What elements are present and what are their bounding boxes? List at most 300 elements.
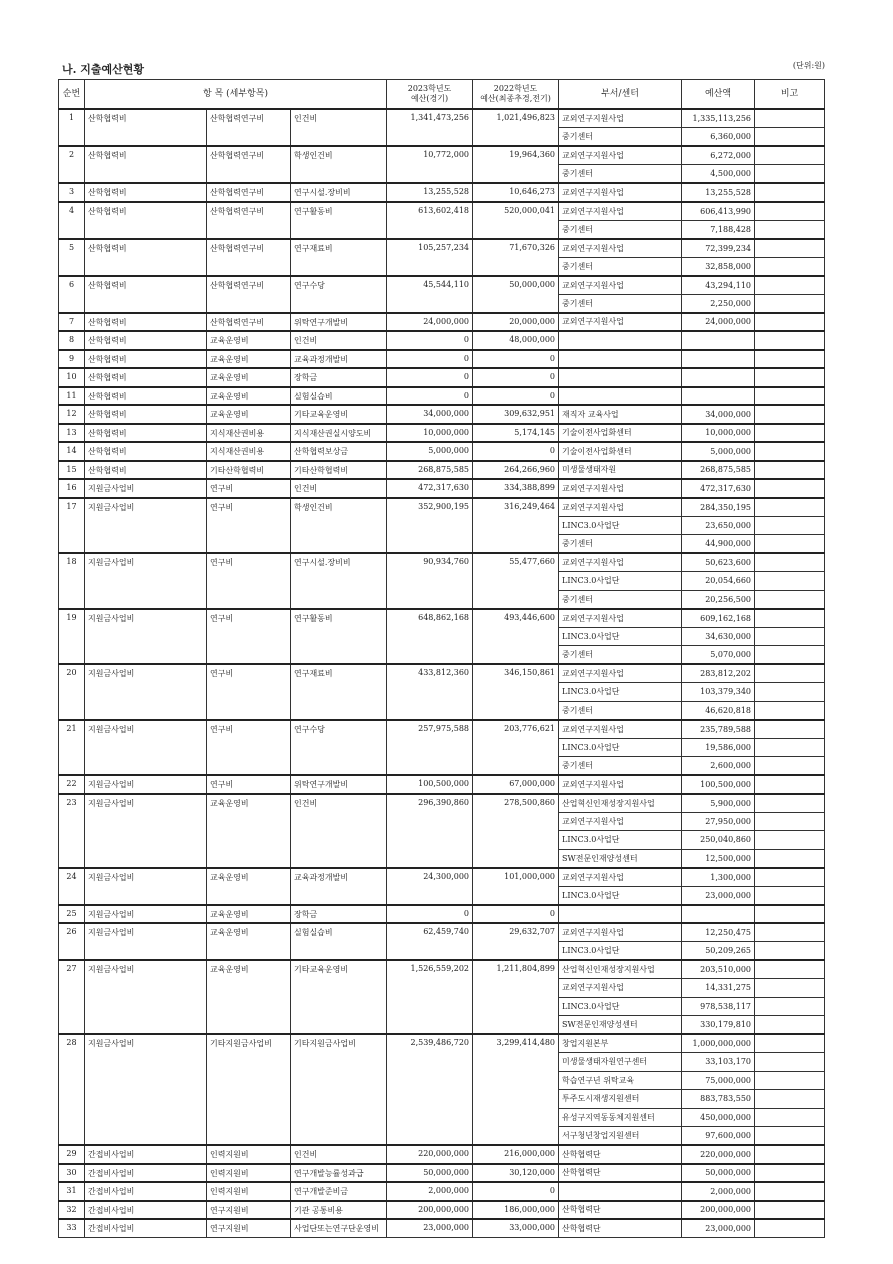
item-subcategory: 산학협력연구비: [207, 109, 291, 146]
item-detail: 교육과정개발비: [291, 868, 387, 905]
budget-2022: 1,211,804,899: [473, 960, 559, 1034]
budget-2022: 520,000,041: [473, 202, 559, 239]
item-detail: 인건비: [291, 109, 387, 146]
table-row: [59, 905, 825, 924]
budget-2022: 493,446,600: [473, 609, 559, 665]
note-cell: [755, 553, 825, 572]
row-number: 1: [59, 109, 85, 146]
table-row: [59, 405, 825, 424]
item-subcategory: 인력지원비: [207, 1164, 291, 1183]
row-number: 25: [59, 905, 85, 924]
dept-amount: 4,500,000: [682, 165, 755, 184]
note-cell: [755, 1108, 825, 1127]
item-subcategory: 교육운영비: [207, 331, 291, 350]
item-detail: 연구시설.장비비: [291, 553, 387, 609]
dept-amount: 235,789,588: [682, 720, 755, 739]
row-number: 26: [59, 923, 85, 960]
row-number: 33: [59, 1219, 85, 1238]
budget-2022: 33,000,000: [473, 1219, 559, 1238]
table-row: [59, 239, 825, 258]
dept-amount: 1,335,113,256: [682, 109, 755, 128]
budget-2022: 334,388,899: [473, 479, 559, 498]
table-row: [59, 960, 825, 979]
item-category: 산학협력비: [85, 442, 207, 461]
header-budget-2022-line2: 예산(최종추경,전기): [480, 94, 551, 103]
dept-name: LINC3.0사업단: [559, 997, 682, 1016]
budget-2022: 3,299,414,480: [473, 1034, 559, 1145]
row-number: 29: [59, 1145, 85, 1164]
row-number: 13: [59, 424, 85, 443]
dept-name: [559, 905, 682, 924]
item-category: 산학협력비: [85, 387, 207, 406]
item-detail: 위탁연구개발비: [291, 313, 387, 332]
row-number: 2: [59, 146, 85, 183]
item-subcategory: 지식재산권비용: [207, 424, 291, 443]
budget-2023: 5,000,000: [387, 442, 473, 461]
note-cell: [755, 202, 825, 221]
note-cell: [755, 831, 825, 850]
dept-name: LINC3.0사업단: [559, 516, 682, 535]
note-cell: [755, 812, 825, 831]
dept-amount: 23,650,000: [682, 516, 755, 535]
table-row: [59, 146, 825, 165]
note-cell: [755, 1145, 825, 1164]
budget-2022: 0: [473, 1182, 559, 1201]
note-cell: [755, 720, 825, 739]
item-category: 간접비사업비: [85, 1145, 207, 1164]
dept-amount: 72,399,234: [682, 239, 755, 258]
budget-2022: 309,632,951: [473, 405, 559, 424]
dept-amount: 6,272,000: [682, 146, 755, 165]
note-cell: [755, 701, 825, 720]
item-detail: 기타지원금사업비: [291, 1034, 387, 1145]
dept-amount: 103,379,340: [682, 683, 755, 702]
table-row: [59, 775, 825, 794]
dept-name: 교외연구지원사업: [559, 276, 682, 295]
item-category: 지원금사업비: [85, 905, 207, 924]
row-number: 31: [59, 1182, 85, 1201]
dept-amount: 200,000,000: [682, 1201, 755, 1220]
dept-name: 중기센터: [559, 165, 682, 184]
dept-name: 창업지원본부: [559, 1034, 682, 1053]
row-number: 30: [59, 1164, 85, 1183]
dept-name: 학습연구년 위탁교육: [559, 1071, 682, 1090]
budget-2022: 278,500,860: [473, 794, 559, 868]
item-detail: 기타교육운영비: [291, 960, 387, 1034]
dept-amount: 10,000,000: [682, 424, 755, 443]
section-title: 나. 지출예산현황: [62, 63, 145, 76]
item-subcategory: 교육운영비: [207, 868, 291, 905]
note-cell: [755, 257, 825, 276]
dept-amount: 13,255,528: [682, 183, 755, 202]
table-row: [59, 368, 825, 387]
note-cell: [755, 1034, 825, 1053]
dept-amount: 23,000,000: [682, 1219, 755, 1238]
item-category: 산학협력비: [85, 405, 207, 424]
table-row: [59, 720, 825, 739]
dept-name: 교외연구지원사업: [559, 553, 682, 572]
budget-2023: 296,390,860: [387, 794, 473, 868]
dept-amount: 5,900,000: [682, 794, 755, 813]
row-number: 10: [59, 368, 85, 387]
dept-name: 교외연구지원사업: [559, 720, 682, 739]
budget-2023: 648,862,168: [387, 609, 473, 665]
dept-amount: 883,783,550: [682, 1090, 755, 1109]
dept-name: 교외연구지원사업: [559, 313, 682, 332]
budget-2022: 216,000,000: [473, 1145, 559, 1164]
budget-2023: 0: [387, 350, 473, 369]
dept-amount: 250,040,860: [682, 831, 755, 850]
budget-2023: 90,934,760: [387, 553, 473, 609]
row-number: 11: [59, 387, 85, 406]
note-cell: [755, 498, 825, 517]
table-row: [59, 479, 825, 498]
dept-amount: 24,000,000: [682, 313, 755, 332]
table-row: [59, 424, 825, 443]
item-category: 지원금사업비: [85, 609, 207, 665]
table-row: [59, 1182, 825, 1201]
dept-name: 산업혁신인재성장지원사업: [559, 794, 682, 813]
item-detail: 사업단또는연구단운영비: [291, 1219, 387, 1238]
table-row: [59, 461, 825, 480]
dept-amount: 472,317,630: [682, 479, 755, 498]
item-category: 지원금사업비: [85, 479, 207, 498]
budget-2022: 19,964,360: [473, 146, 559, 183]
item-subcategory: 산학협력연구비: [207, 276, 291, 313]
budget-2022: 48,000,000: [473, 331, 559, 350]
item-detail: 실험실습비: [291, 387, 387, 406]
item-subcategory: 교육운영비: [207, 794, 291, 868]
dept-amount: 978,538,117: [682, 997, 755, 1016]
dept-name: 중기센터: [559, 646, 682, 665]
item-category: 지원금사업비: [85, 923, 207, 960]
dept-name: 교외연구지원사업: [559, 868, 682, 887]
item-subcategory: 교육운영비: [207, 960, 291, 1034]
note-cell: [755, 276, 825, 295]
note-cell: [755, 461, 825, 480]
dept-name: [559, 387, 682, 406]
dept-amount: 7,188,428: [682, 220, 755, 239]
budget-2023: 1,341,473,256: [387, 109, 473, 146]
budget-2023: 23,000,000: [387, 1219, 473, 1238]
table-row: [59, 183, 825, 202]
unit-label: (단위:원): [792, 61, 825, 70]
item-category: 간접비사업비: [85, 1182, 207, 1201]
note-cell: [755, 442, 825, 461]
budget-2023: 257,975,588: [387, 720, 473, 776]
item-category: 산학협력비: [85, 368, 207, 387]
budget-2023: 2,000,000: [387, 1182, 473, 1201]
item-detail: 학생인건비: [291, 498, 387, 554]
item-subcategory: 교육운영비: [207, 387, 291, 406]
item-detail: 인건비: [291, 794, 387, 868]
item-subcategory: 연구지원비: [207, 1219, 291, 1238]
item-detail: 실험실습비: [291, 923, 387, 960]
dept-amount: 19,586,000: [682, 738, 755, 757]
dept-amount: 27,950,000: [682, 812, 755, 831]
table-row: [59, 794, 825, 813]
row-number: 8: [59, 331, 85, 350]
header-amount: 예산액: [682, 80, 755, 110]
note-cell: [755, 331, 825, 350]
dept-amount: [682, 368, 755, 387]
note-cell: [755, 942, 825, 961]
budget-2022: 203,776,621: [473, 720, 559, 776]
table-row: [59, 923, 825, 942]
budget-2023: 45,544,110: [387, 276, 473, 313]
dept-amount: 220,000,000: [682, 1145, 755, 1164]
budget-2022: 10,646,273: [473, 183, 559, 202]
budget-2023: 62,459,740: [387, 923, 473, 960]
budget-2023: 1,526,559,202: [387, 960, 473, 1034]
note-cell: [755, 350, 825, 369]
dept-name: 중기센터: [559, 257, 682, 276]
dept-name: 산학협력단: [559, 1145, 682, 1164]
row-number: 6: [59, 276, 85, 313]
item-subcategory: 지식재산권비용: [207, 442, 291, 461]
note-cell: [755, 849, 825, 868]
item-detail: 교육과정개발비: [291, 350, 387, 369]
note-cell: [755, 405, 825, 424]
note-cell: [755, 609, 825, 628]
item-subcategory: 인력지원비: [207, 1182, 291, 1201]
dept-amount: 97,600,000: [682, 1127, 755, 1146]
budget-2023: 220,000,000: [387, 1145, 473, 1164]
item-subcategory: 연구비: [207, 720, 291, 776]
item-subcategory: 산학협력연구비: [207, 183, 291, 202]
row-number: 12: [59, 405, 85, 424]
item-detail: 연구활동비: [291, 202, 387, 239]
dept-name: [559, 1182, 682, 1201]
item-detail: 학생인건비: [291, 146, 387, 183]
dept-amount: 20,054,660: [682, 572, 755, 591]
note-cell: [755, 960, 825, 979]
dept-name: 교외연구지원사업: [559, 664, 682, 683]
row-number: 32: [59, 1201, 85, 1220]
item-detail: 장학금: [291, 368, 387, 387]
dept-name: 미생물생태자원연구센터: [559, 1053, 682, 1072]
item-category: 산학협력비: [85, 183, 207, 202]
row-number: 3: [59, 183, 85, 202]
note-cell: [755, 905, 825, 924]
dept-amount: [682, 905, 755, 924]
budget-2022: 29,632,707: [473, 923, 559, 960]
budget-2023: 200,000,000: [387, 1201, 473, 1220]
table-row: [59, 1164, 825, 1183]
dept-amount: 1,000,000,000: [682, 1034, 755, 1053]
item-subcategory: 인력지원비: [207, 1145, 291, 1164]
note-cell: [755, 775, 825, 794]
table-row: [59, 609, 825, 628]
budget-2022: 346,150,861: [473, 664, 559, 720]
dept-name: 중기센터: [559, 294, 682, 313]
item-subcategory: 교육운영비: [207, 905, 291, 924]
dept-name: LINC3.0사업단: [559, 627, 682, 646]
note-cell: [755, 1201, 825, 1220]
item-detail: 연구시설.장비비: [291, 183, 387, 202]
row-number: 18: [59, 553, 85, 609]
item-category: 지원금사업비: [85, 498, 207, 554]
budget-2023: 352,900,195: [387, 498, 473, 554]
dept-name: 중기센터: [559, 220, 682, 239]
item-detail: 기타산학협력비: [291, 461, 387, 480]
dept-name: 중기센터: [559, 757, 682, 776]
note-cell: [755, 294, 825, 313]
note-cell: [755, 387, 825, 406]
dept-name: LINC3.0사업단: [559, 683, 682, 702]
dept-name: 기술이전사업화센터: [559, 442, 682, 461]
row-number: 21: [59, 720, 85, 776]
header-no: 순번: [59, 80, 85, 110]
item-category: 지원금사업비: [85, 1034, 207, 1145]
note-cell: [755, 627, 825, 646]
budget-2022: 55,477,660: [473, 553, 559, 609]
dept-amount: [682, 387, 755, 406]
dept-amount: 330,179,810: [682, 1016, 755, 1035]
dept-amount: 50,623,600: [682, 553, 755, 572]
item-detail: 지식재산권실시양도비: [291, 424, 387, 443]
budget-2023: 0: [387, 368, 473, 387]
item-detail: 연구재료비: [291, 664, 387, 720]
dept-amount: 50,000,000: [682, 1164, 755, 1183]
row-number: 22: [59, 775, 85, 794]
dept-name: 서구청년창업지원센터: [559, 1127, 682, 1146]
table-body: [59, 109, 825, 1238]
budget-2022: 101,000,000: [473, 868, 559, 905]
row-number: 16: [59, 479, 85, 498]
note-cell: [755, 183, 825, 202]
table-header-row: [59, 80, 825, 110]
budget-2022: 186,000,000: [473, 1201, 559, 1220]
budget-2023: 50,000,000: [387, 1164, 473, 1183]
dept-amount: 12,250,475: [682, 923, 755, 942]
table-row: [59, 498, 825, 517]
budget-2023: 105,257,234: [387, 239, 473, 276]
table-row: [59, 313, 825, 332]
note-cell: [755, 572, 825, 591]
item-subcategory: 연구비: [207, 664, 291, 720]
row-number: 4: [59, 202, 85, 239]
budget-2022: 30,120,000: [473, 1164, 559, 1183]
row-number: 19: [59, 609, 85, 665]
table-row: [59, 664, 825, 683]
item-category: 산학협력비: [85, 239, 207, 276]
item-detail: 연구개발준비금: [291, 1182, 387, 1201]
dept-name: LINC3.0사업단: [559, 738, 682, 757]
budget-2022: 264,266,960: [473, 461, 559, 480]
dept-amount: 34,630,000: [682, 627, 755, 646]
item-category: 산학협력비: [85, 461, 207, 480]
item-subcategory: 연구지원비: [207, 1201, 291, 1220]
row-number: 20: [59, 664, 85, 720]
item-detail: 기관 공통비용: [291, 1201, 387, 1220]
item-subcategory: 기타지원금사업비: [207, 1034, 291, 1145]
table-row: [59, 1201, 825, 1220]
item-category: 산학협력비: [85, 202, 207, 239]
item-detail: 산학협력보상금: [291, 442, 387, 461]
item-category: 지원금사업비: [85, 720, 207, 776]
note-cell: [755, 590, 825, 609]
table-row: [59, 387, 825, 406]
note-cell: [755, 683, 825, 702]
item-detail: 장학금: [291, 905, 387, 924]
note-cell: [755, 738, 825, 757]
item-subcategory: 연구비: [207, 609, 291, 665]
dept-amount: 34,000,000: [682, 405, 755, 424]
note-cell: [755, 886, 825, 905]
budget-2022: 20,000,000: [473, 313, 559, 332]
note-cell: [755, 535, 825, 554]
dept-name: 교외연구지원사업: [559, 183, 682, 202]
item-subcategory: 연구비: [207, 479, 291, 498]
item-subcategory: 교육운영비: [207, 405, 291, 424]
dept-name: LINC3.0사업단: [559, 942, 682, 961]
item-subcategory: 연구비: [207, 498, 291, 554]
note-cell: [755, 146, 825, 165]
dept-amount: 284,350,195: [682, 498, 755, 517]
dept-amount: 2,000,000: [682, 1182, 755, 1201]
dept-amount: 44,900,000: [682, 535, 755, 554]
budget-2022: 5,174,145: [473, 424, 559, 443]
item-subcategory: 기타산학협력비: [207, 461, 291, 480]
budget-2022: 0: [473, 368, 559, 387]
dept-name: 교외연구지원사업: [559, 146, 682, 165]
budget-2023: 100,500,000: [387, 775, 473, 794]
item-category: 지원금사업비: [85, 664, 207, 720]
item-category: 산학협력비: [85, 331, 207, 350]
dept-amount: 268,875,585: [682, 461, 755, 480]
budget-2023: 268,875,585: [387, 461, 473, 480]
note-cell: [755, 1127, 825, 1146]
dept-name: 기술이전사업화센터: [559, 424, 682, 443]
dept-amount: [682, 331, 755, 350]
row-number: 24: [59, 868, 85, 905]
dept-amount: 283,812,202: [682, 664, 755, 683]
item-category: 지원금사업비: [85, 794, 207, 868]
dept-amount: 5,000,000: [682, 442, 755, 461]
note-cell: [755, 979, 825, 998]
dept-amount: 606,413,990: [682, 202, 755, 221]
note-cell: [755, 923, 825, 942]
dept-name: 미생물생태자원: [559, 461, 682, 480]
dept-amount: 6,360,000: [682, 128, 755, 147]
note-cell: [755, 1016, 825, 1035]
header-item: 항 목 (세부항목): [85, 80, 387, 110]
note-cell: [755, 794, 825, 813]
budget-2023: 472,317,630: [387, 479, 473, 498]
table-row: [59, 350, 825, 369]
note-cell: [755, 109, 825, 128]
budget-2023: 0: [387, 905, 473, 924]
budget-2023: 13,255,528: [387, 183, 473, 202]
dept-name: 교외연구지원사업: [559, 609, 682, 628]
dept-amount: 100,500,000: [682, 775, 755, 794]
header-budget-2023-line2: 예산(경기): [410, 94, 449, 103]
table-row: [59, 1034, 825, 1053]
dept-name: 산학협력단: [559, 1201, 682, 1220]
expenditure-budget-table: [58, 79, 825, 1238]
dept-amount: 1,300,000: [682, 868, 755, 887]
item-subcategory: 연구비: [207, 553, 291, 609]
dept-amount: 203,510,000: [682, 960, 755, 979]
budget-2023: 24,300,000: [387, 868, 473, 905]
row-number: 28: [59, 1034, 85, 1145]
dept-name: 교외연구지원사업: [559, 239, 682, 258]
budget-2023: 613,602,418: [387, 202, 473, 239]
header-budget-2022-line1: 2022학년도: [493, 84, 538, 93]
dept-name: LINC3.0사업단: [559, 831, 682, 850]
table-row: [59, 276, 825, 295]
